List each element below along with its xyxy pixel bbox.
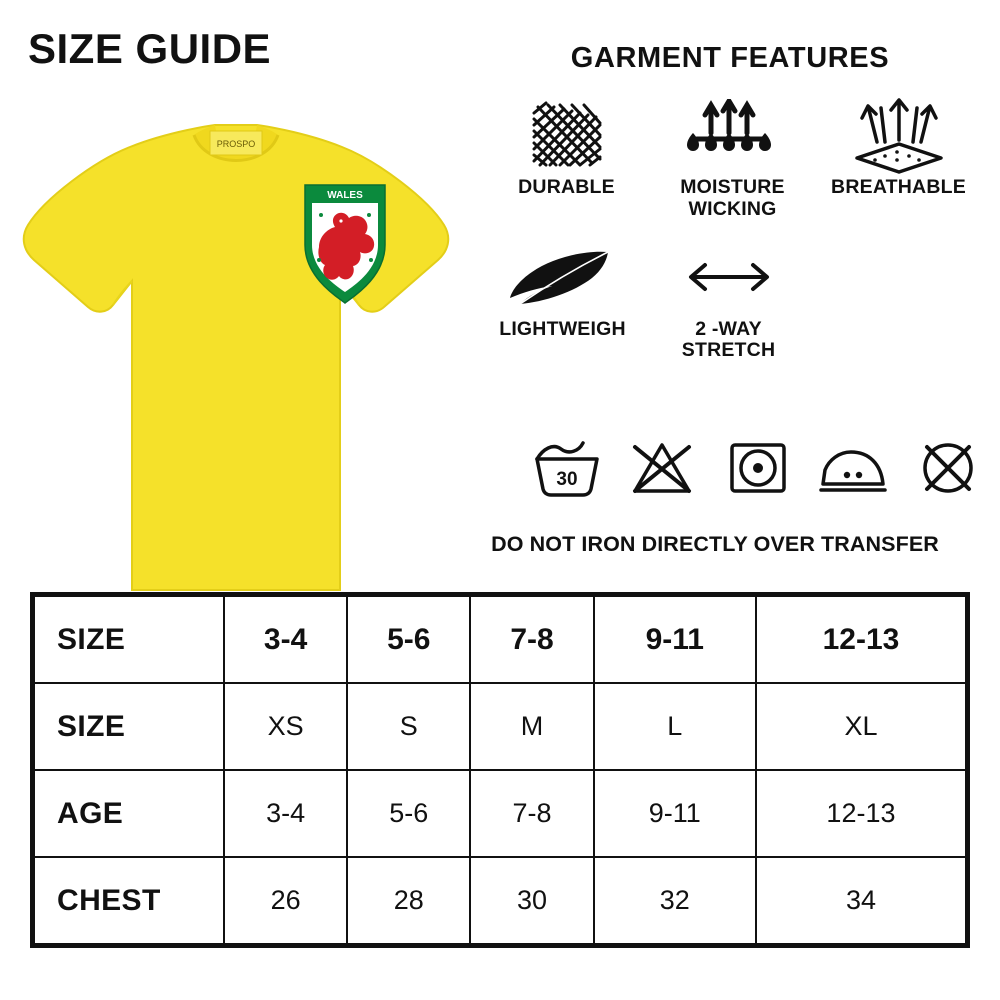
feature-label: DURABLE [518, 176, 615, 198]
cell-age-5: 12-13 [756, 770, 966, 857]
cell-chest-4: 32 [594, 857, 756, 944]
cell-size-3: 7-8 [470, 596, 593, 683]
row-label: CHEST [34, 857, 224, 944]
table-row [34, 770, 966, 857]
tumble-dry-icon [721, 437, 795, 499]
double-arrow-icon [654, 237, 804, 317]
table-row [34, 857, 966, 944]
svg-text:PROSPO: PROSPO [216, 139, 256, 149]
cell-age-4: 9-11 [594, 770, 756, 857]
table-row [34, 683, 966, 770]
cell-size-5: 12-13 [756, 596, 966, 683]
cell-letter-2: S [347, 683, 470, 770]
tshirt-illustration [10, 95, 460, 595]
no-bleach-icon [625, 437, 699, 499]
size-table [30, 592, 970, 948]
cell-age-2: 5-6 [347, 770, 470, 857]
cell-chest-1: 26 [224, 857, 347, 944]
cell-size-2: 5-6 [347, 596, 470, 683]
cell-letter-5: XL [756, 683, 966, 770]
feature-moisture-wicking [658, 95, 808, 221]
feature-label: 2 -WAY STRETCH [681, 317, 776, 362]
row-label: SIZE [34, 683, 224, 770]
page-title: SIZE GUIDE [28, 25, 272, 72]
features-row-2 [470, 237, 995, 363]
wash-temperature: 30 [556, 469, 578, 490]
garment-features [470, 95, 995, 362]
feather-icon [488, 237, 638, 317]
feature-two-way-stretch [654, 237, 804, 363]
wash-tub-icon [530, 437, 604, 499]
cell-letter-1: XS [224, 683, 347, 770]
cell-chest-2: 28 [347, 857, 470, 944]
moisture-wicking-icon [658, 95, 808, 175]
row-label: AGE [34, 770, 224, 857]
svg-text:WALES: WALES [327, 190, 363, 201]
feature-label: BREATHABLE [831, 176, 966, 198]
features-row-1 [470, 95, 995, 221]
feature-breathable [824, 95, 974, 199]
cell-size-4: 9-11 [594, 596, 756, 683]
care-symbols [530, 437, 985, 499]
iron-icon [816, 437, 890, 499]
mesh-grid-icon [492, 95, 642, 175]
cell-letter-3: M [470, 683, 593, 770]
no-dry-clean-icon [911, 437, 985, 499]
care-note: DO NOT IRON DIRECTLY OVER TRANSFER [491, 532, 939, 556]
features-title: GARMENT FEATURES [570, 42, 890, 74]
cell-chest-5: 34 [756, 857, 966, 944]
cell-age-1: 3-4 [224, 770, 347, 857]
feature-label: MOISTURE WICKING [680, 176, 785, 220]
feature-label: LIGHTWEIGH [499, 317, 626, 340]
row-label: SIZE [34, 596, 224, 683]
feature-lightweight [488, 237, 638, 341]
breathable-icon [824, 95, 974, 175]
cell-letter-4: L [594, 683, 756, 770]
feature-durable [492, 95, 642, 199]
cell-size-1: 3-4 [224, 596, 347, 683]
table-row [34, 596, 966, 683]
cell-chest-3: 30 [470, 857, 593, 944]
cell-age-3: 7-8 [470, 770, 593, 857]
